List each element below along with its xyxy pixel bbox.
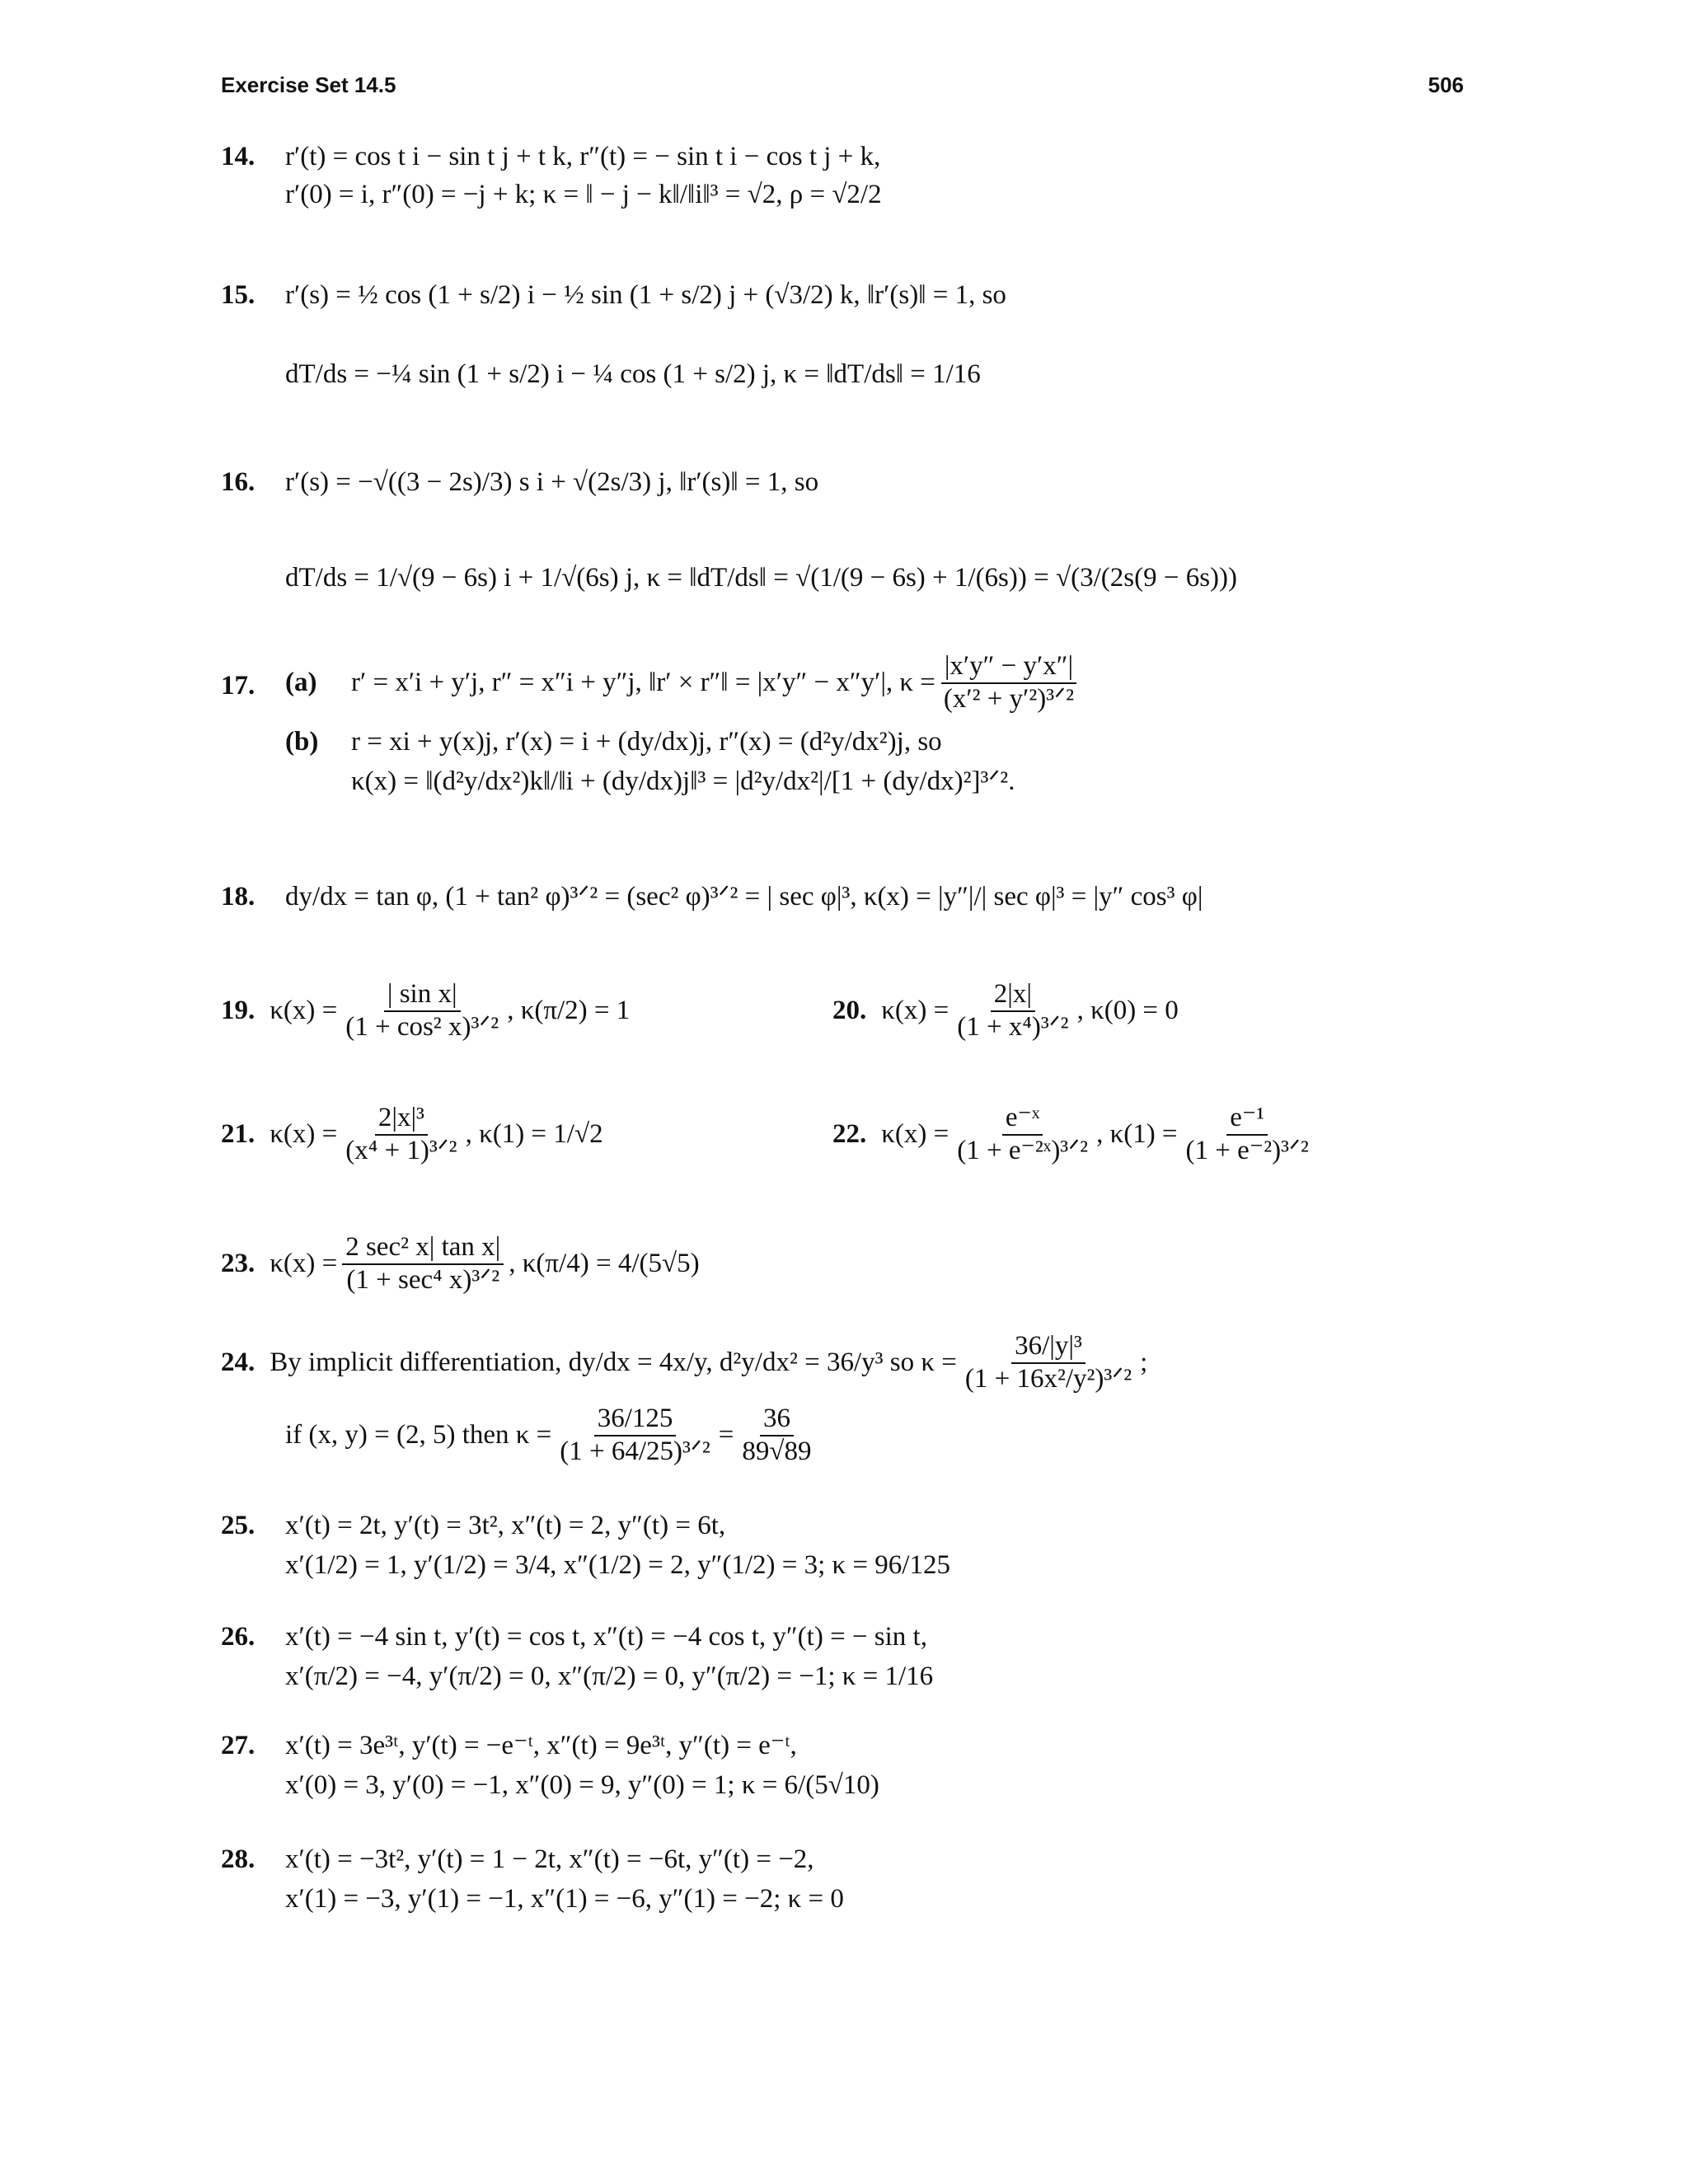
- problem-20: [832, 979, 1179, 1043]
- problem-17: [221, 651, 1465, 816]
- fraction: [342, 1232, 504, 1296]
- problem-23: [221, 1232, 1465, 1315]
- tail: , κ(0) = 0: [1076, 995, 1179, 1025]
- problem-26: [221, 1622, 1465, 1696]
- problem-15: [221, 262, 1465, 410]
- problem-number: 14.: [221, 142, 256, 171]
- fraction: [738, 1404, 814, 1468]
- problem-line: x′(t) = −3t², y′(t) = 1 − 2t, x″(t) = −6t, y″(t) = −2,: [285, 1844, 814, 1874]
- lhs: κ(x) =: [270, 995, 338, 1025]
- problem-number: 26.: [221, 1622, 256, 1652]
- denominator: (1 + cos² x)³ᐟ²: [345, 1011, 499, 1042]
- numerator: e⁻¹: [1226, 1103, 1268, 1136]
- denominator: 89√89: [742, 1436, 812, 1466]
- problem-number: 25.: [221, 1511, 256, 1540]
- denominator: (1 + 64/25)³ᐟ²: [560, 1436, 710, 1466]
- running-header-title: Exercise Set 14.5: [221, 73, 396, 97]
- problem-number: 15.: [221, 280, 256, 310]
- lhs: κ(x) =: [881, 995, 950, 1025]
- problem-number: 27.: [221, 1731, 256, 1760]
- fraction: [954, 979, 1071, 1043]
- denominator: (1 + sec⁴ x)³ᐟ²: [346, 1264, 500, 1295]
- problem-21: [221, 1103, 1465, 1185]
- fraction: [962, 1331, 1135, 1395]
- numerator: e⁻ˣ: [1002, 1103, 1043, 1136]
- problem-line: dT/ds = 1/√(9 − 6s) i + 1/√(6s) j, κ = ‖dT/ds‖ = √(1/(9 − 6s) + 1/(6s)) = √(3/(2s(9 − 6s))): [285, 562, 1237, 593]
- problem-line: x′(1/2) = 1, y′(1/2) = 3/4, x″(1/2) = 2, y″(1/2) = 3; κ = 96/125: [285, 1549, 950, 1580]
- fraction: [342, 979, 502, 1043]
- problem-number: 16.: [221, 467, 256, 497]
- part-b-line: κ(x) = ‖(d²y/dx²)k‖/‖i + (dy/dx)j‖³ = |d²y/dx²|/[1 + (dy/dx)²]³ᐟ².: [351, 766, 1015, 796]
- problem-line: x′(t) = −4 sin t, y′(t) = cos t, x″(t) = −4 cos t, y″(t) = − sin t,: [285, 1622, 927, 1652]
- problem-27: [221, 1731, 1465, 1805]
- tail: ;: [1140, 1347, 1148, 1377]
- problem-number: 19.: [221, 995, 256, 1025]
- problem-18: [221, 882, 1465, 948]
- numerator: 2 sec² x| tan x|: [342, 1232, 504, 1265]
- tail: , κ(π/4) = 4/(5√5): [509, 1248, 700, 1278]
- problem-number: 23.: [221, 1248, 256, 1278]
- denominator: (x′² + y′²)³ᐟ²: [943, 683, 1074, 714]
- problem-line: x′(t) = 3e³ᵗ, y′(t) = −e⁻ᵗ, x″(t) = 9e³ᵗ, y″(t) = e⁻ᵗ,: [285, 1731, 797, 1760]
- problem-number: 22.: [832, 1118, 867, 1149]
- tail: , κ(π/2) = 1: [507, 995, 631, 1025]
- part-label: (b): [285, 726, 319, 757]
- problem-line: r′(0) = i, r″(0) = −j + k; κ = ‖ − j − k‖/‖i‖³ = √2, ρ = √2/2: [285, 179, 882, 209]
- mid: , κ(1) =: [1096, 1118, 1178, 1149]
- numerator: 2|x|³: [375, 1103, 428, 1136]
- lhs: κ(x) =: [270, 1248, 338, 1278]
- numerator: | sin x|: [384, 979, 461, 1012]
- problem-line: x′(0) = 3, y′(0) = −1, x″(0) = 9, y″(0) = 1; κ = 6/(5√10): [285, 1769, 879, 1800]
- equals: =: [718, 1419, 734, 1450]
- problem-16: [221, 449, 1465, 622]
- fraction: [954, 1103, 1091, 1167]
- part-label: (a): [285, 667, 317, 697]
- problem-14: [221, 142, 1465, 224]
- problem-24: [221, 1331, 1465, 1496]
- part-a-text: r′ = x′i + y′j, r″ = x″i + y″j, ‖r′ × r″‖ = |x′y″ − x″y′|, κ =: [351, 667, 935, 697]
- problem-line: if (x, y) = (2, 5) then κ =: [285, 1419, 552, 1450]
- numerator: |x′y″ − y′x″|: [941, 651, 1076, 684]
- problem-number: 17.: [221, 671, 256, 701]
- page-number: 506: [1428, 73, 1464, 97]
- problem-line: By implicit differentiation, dy/dx = 4x/y, d²y/dx² = 36/y³ so κ =: [270, 1347, 957, 1377]
- problem-line: x′(t) = 2t, y′(t) = 3t², x″(t) = 2, y″(t) = 6t,: [285, 1511, 726, 1540]
- part-b-line: r = xi + y(x)j, r′(x) = i + (dy/dx)j, r″(x) = (d²y/dx²)j, so: [351, 726, 942, 757]
- denominator: (1 + e⁻²ˣ)³ᐟ²: [957, 1135, 1089, 1165]
- lhs: κ(x) =: [881, 1118, 950, 1149]
- problem-line: dy/dx = tan φ, (1 + tan² φ)³ᐟ² = (sec² φ)³ᐟ² = | sec φ|³, κ(x) = |y″|/| sec φ|³ = |y″ cos³ φ|: [285, 882, 1203, 912]
- fraction: [1183, 1103, 1312, 1167]
- problem-line: x′(1) = −3, y′(1) = −1, x″(1) = −6, y″(1) = −2; κ = 0: [285, 1883, 844, 1914]
- problem-19: [221, 979, 1465, 1062]
- denominator: (x⁴ + 1)³ᐟ²: [345, 1135, 457, 1165]
- numerator: 2|x|: [991, 979, 1035, 1012]
- fraction: [940, 651, 1077, 715]
- problem-line: r′(s) = ½ cos (1 + s/2) i − ½ sin (1 + s/2) j + (√3/2) k, ‖r′(s)‖ = 1, so: [285, 280, 1006, 310]
- problem-line: r′(t) = cos t i − sin t j + t k, r″(t) = − sin t i − cos t j + k,: [285, 142, 881, 171]
- denominator: (1 + e⁻²)³ᐟ²: [1185, 1135, 1309, 1165]
- problem-25: [221, 1511, 1465, 1585]
- numerator: 36/125: [594, 1404, 677, 1436]
- numerator: 36/|y|³: [1011, 1331, 1085, 1364]
- problem-number: 28.: [221, 1844, 256, 1874]
- fraction: [556, 1404, 714, 1468]
- problem-line: r′(s) = −√((3 − 2s)/3) s i + √(2s/3) j, ‖r′(s)‖ = 1, so: [285, 467, 819, 497]
- problem-28: [221, 1844, 1465, 1919]
- problem-line: dT/ds = −¼ sin (1 + s/2) i − ¼ cos (1 + s/2) j, κ = ‖dT/ds‖ = 1/16: [285, 359, 981, 389]
- lhs: κ(x) =: [270, 1118, 338, 1149]
- problem-number: 21.: [221, 1118, 256, 1149]
- tail: , κ(1) = 1/√2: [465, 1118, 603, 1149]
- problem-line: x′(π/2) = −4, y′(π/2) = 0, x″(π/2) = 0, y″(π/2) = −1; κ = 1/16: [285, 1661, 934, 1691]
- denominator: (1 + 16x²/y²)³ᐟ²: [964, 1363, 1132, 1394]
- problem-22: [832, 1103, 1317, 1167]
- problem-number: 20.: [832, 995, 867, 1025]
- problem-number: 18.: [221, 882, 256, 912]
- numerator: 36: [760, 1404, 794, 1436]
- denominator: (1 + x⁴)³ᐟ²: [957, 1011, 1069, 1042]
- problem-number: 24.: [221, 1347, 256, 1377]
- fraction: [342, 1103, 460, 1167]
